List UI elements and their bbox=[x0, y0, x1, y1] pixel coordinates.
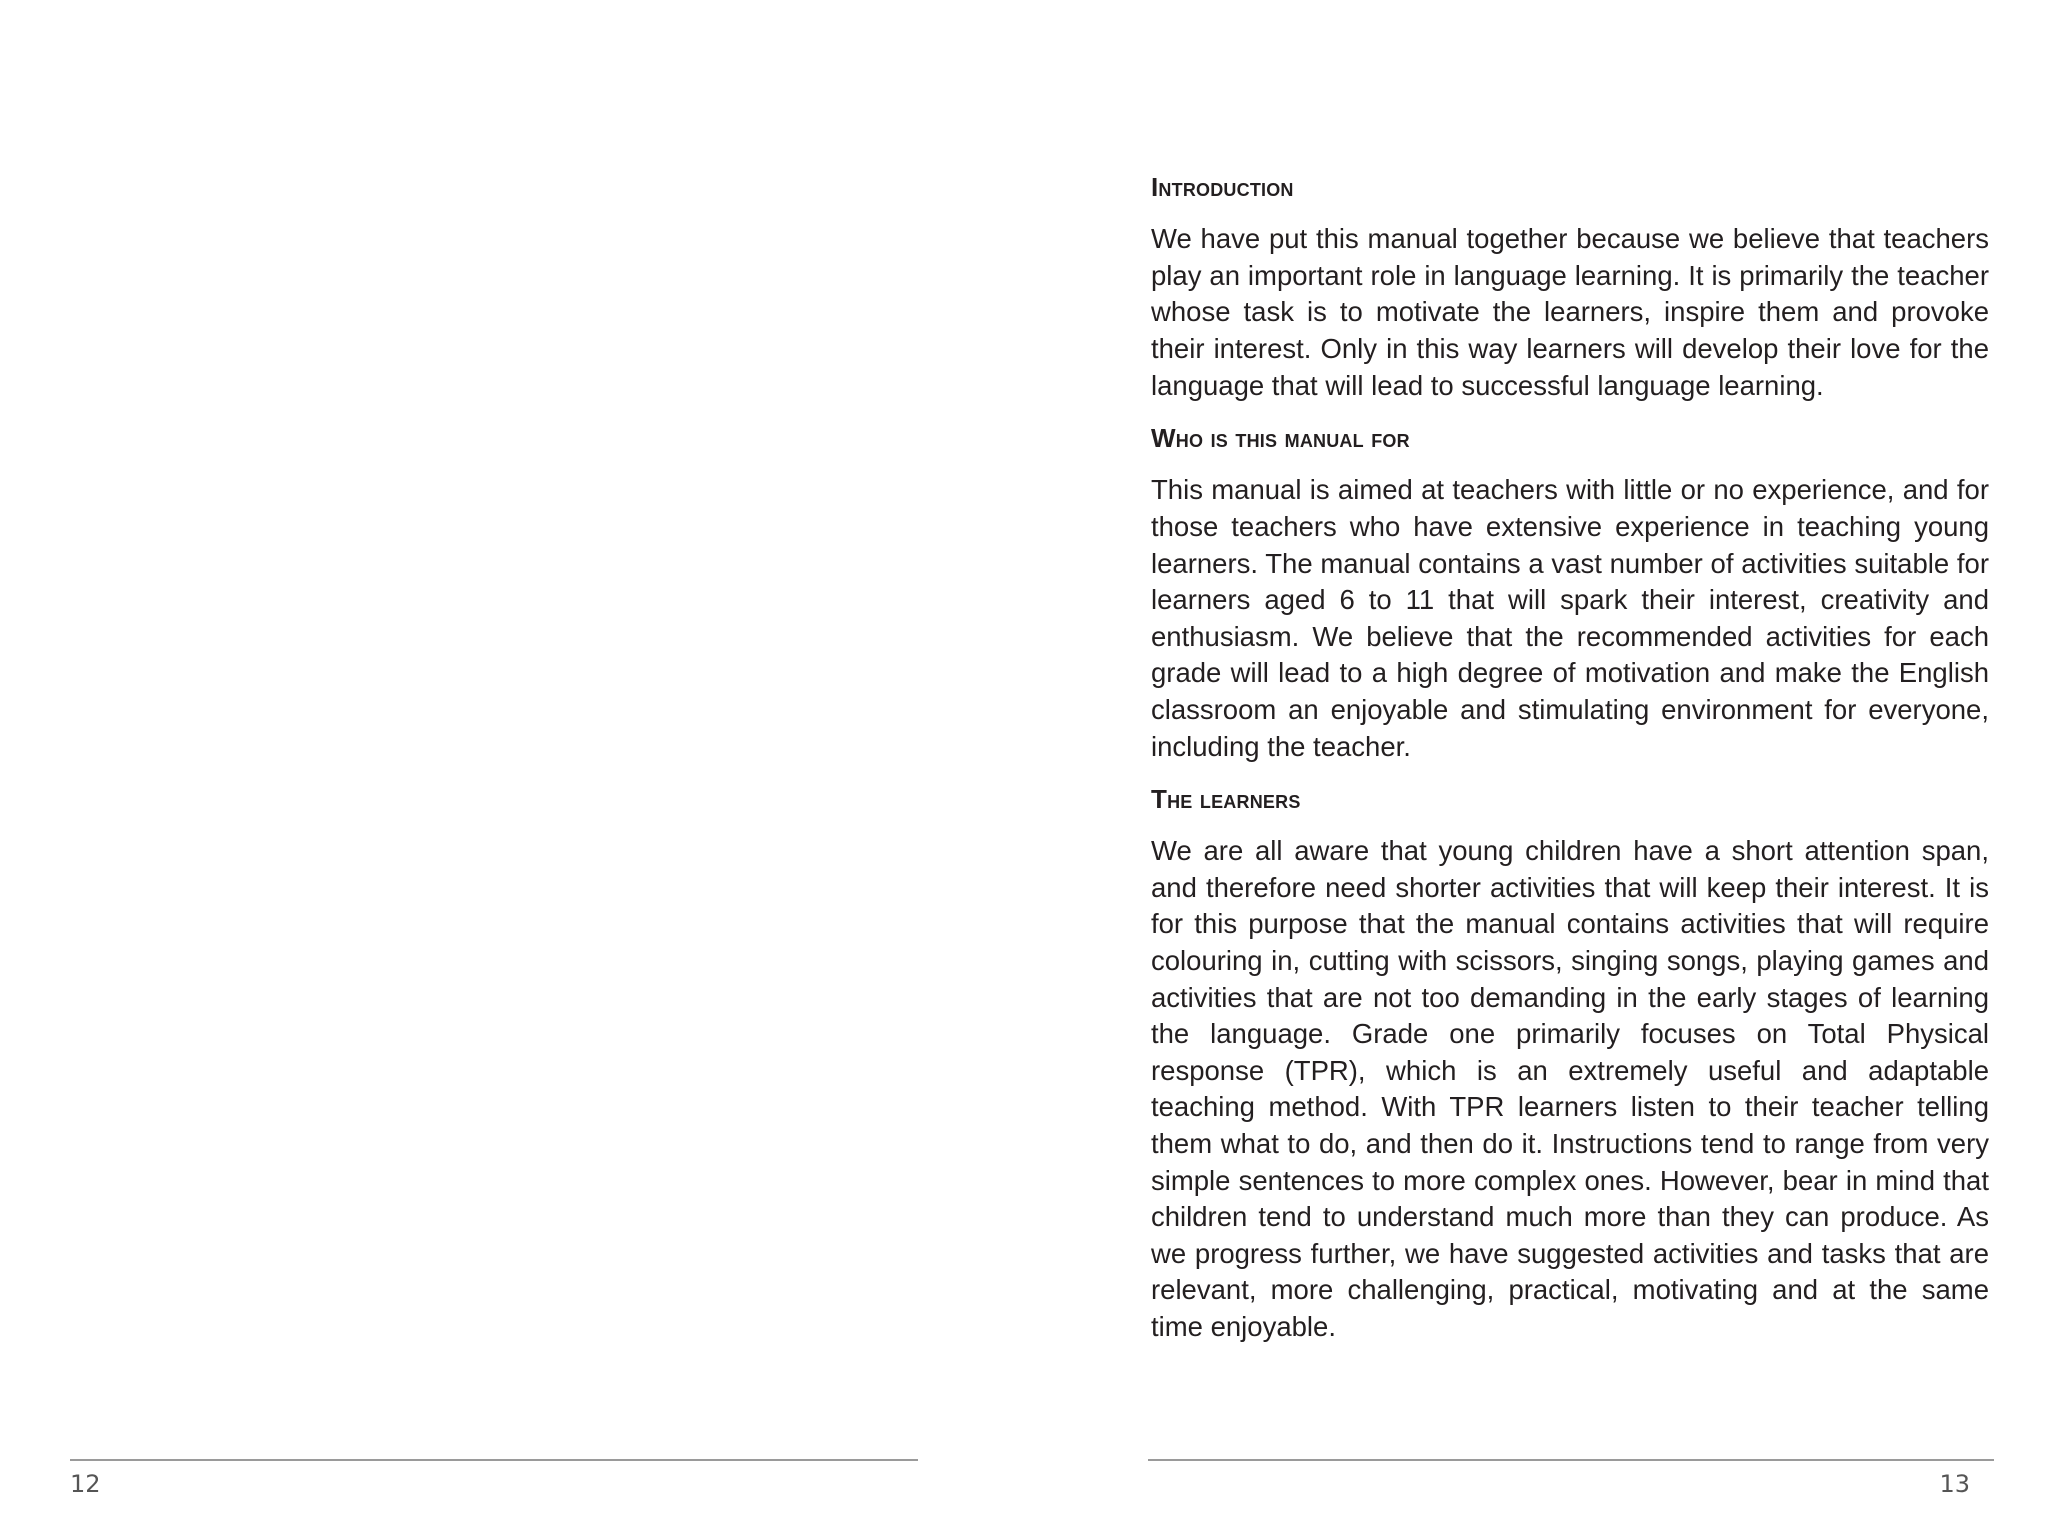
page-number: 12 bbox=[70, 1470, 101, 1498]
footer-divider bbox=[70, 1459, 918, 1461]
footer-divider bbox=[1148, 1459, 1994, 1461]
section-body-introduction: We have put this manual together because we believe that teachers play an important role in language learning. It is primarily the teacher whose task is to motivate the learners, inspire them and provoke their interest. Only in this way learners will develop their love for the language that will lead to successful language learning. bbox=[1151, 223, 1989, 401]
page-content bbox=[1151, 172, 1989, 1365]
page-number: 13 bbox=[1939, 1470, 1970, 1498]
section-heading-introduction: Introduction bbox=[1151, 172, 1294, 202]
section-heading-the-learners: The learners bbox=[1151, 784, 1301, 815]
right-page bbox=[1024, 0, 2048, 1517]
section-body-who-is-this-manual-for: This manual is aimed at teachers with little or no experience, and for those teachers who have extensive experience in teaching young learners. The manual contains a vast number of activities suitable for learners aged 6 to 11 that will spark their interest, creativity and enthusiasm. We believe that the recommended activities for each grade will lead to a high degree of motivation and make the English classroom an enjoyable and stimulating environment for everyone, including the teacher. bbox=[1151, 474, 1989, 762]
section-heading-who-is-this-manual-for: Who is this manual for bbox=[1151, 423, 1410, 454]
section-body-the-learners: We are all aware that young children have a short attention span, and therefore need shorter activities that will keep their interest. It is for this purpose that the manual contains activities that will require colouring in, cutting with scissors, singing songs, playing games and activities that are not too demanding in the early stages of learning the language. Grade one primarily focuses on Total Physical response (TPR), which is an extremely useful and adaptable teaching method. With TPR learners listen to their teacher telling them what to do, and then do it. Instructions tend to range from very simple sentences to more complex ones. However, bear in mind that children tend to understand much more than they can produce. As we progress further, we have suggested activities and tasks that are relevant, more challenging, practical, motivating and at the same time enjoyable. bbox=[1151, 835, 1989, 1342]
